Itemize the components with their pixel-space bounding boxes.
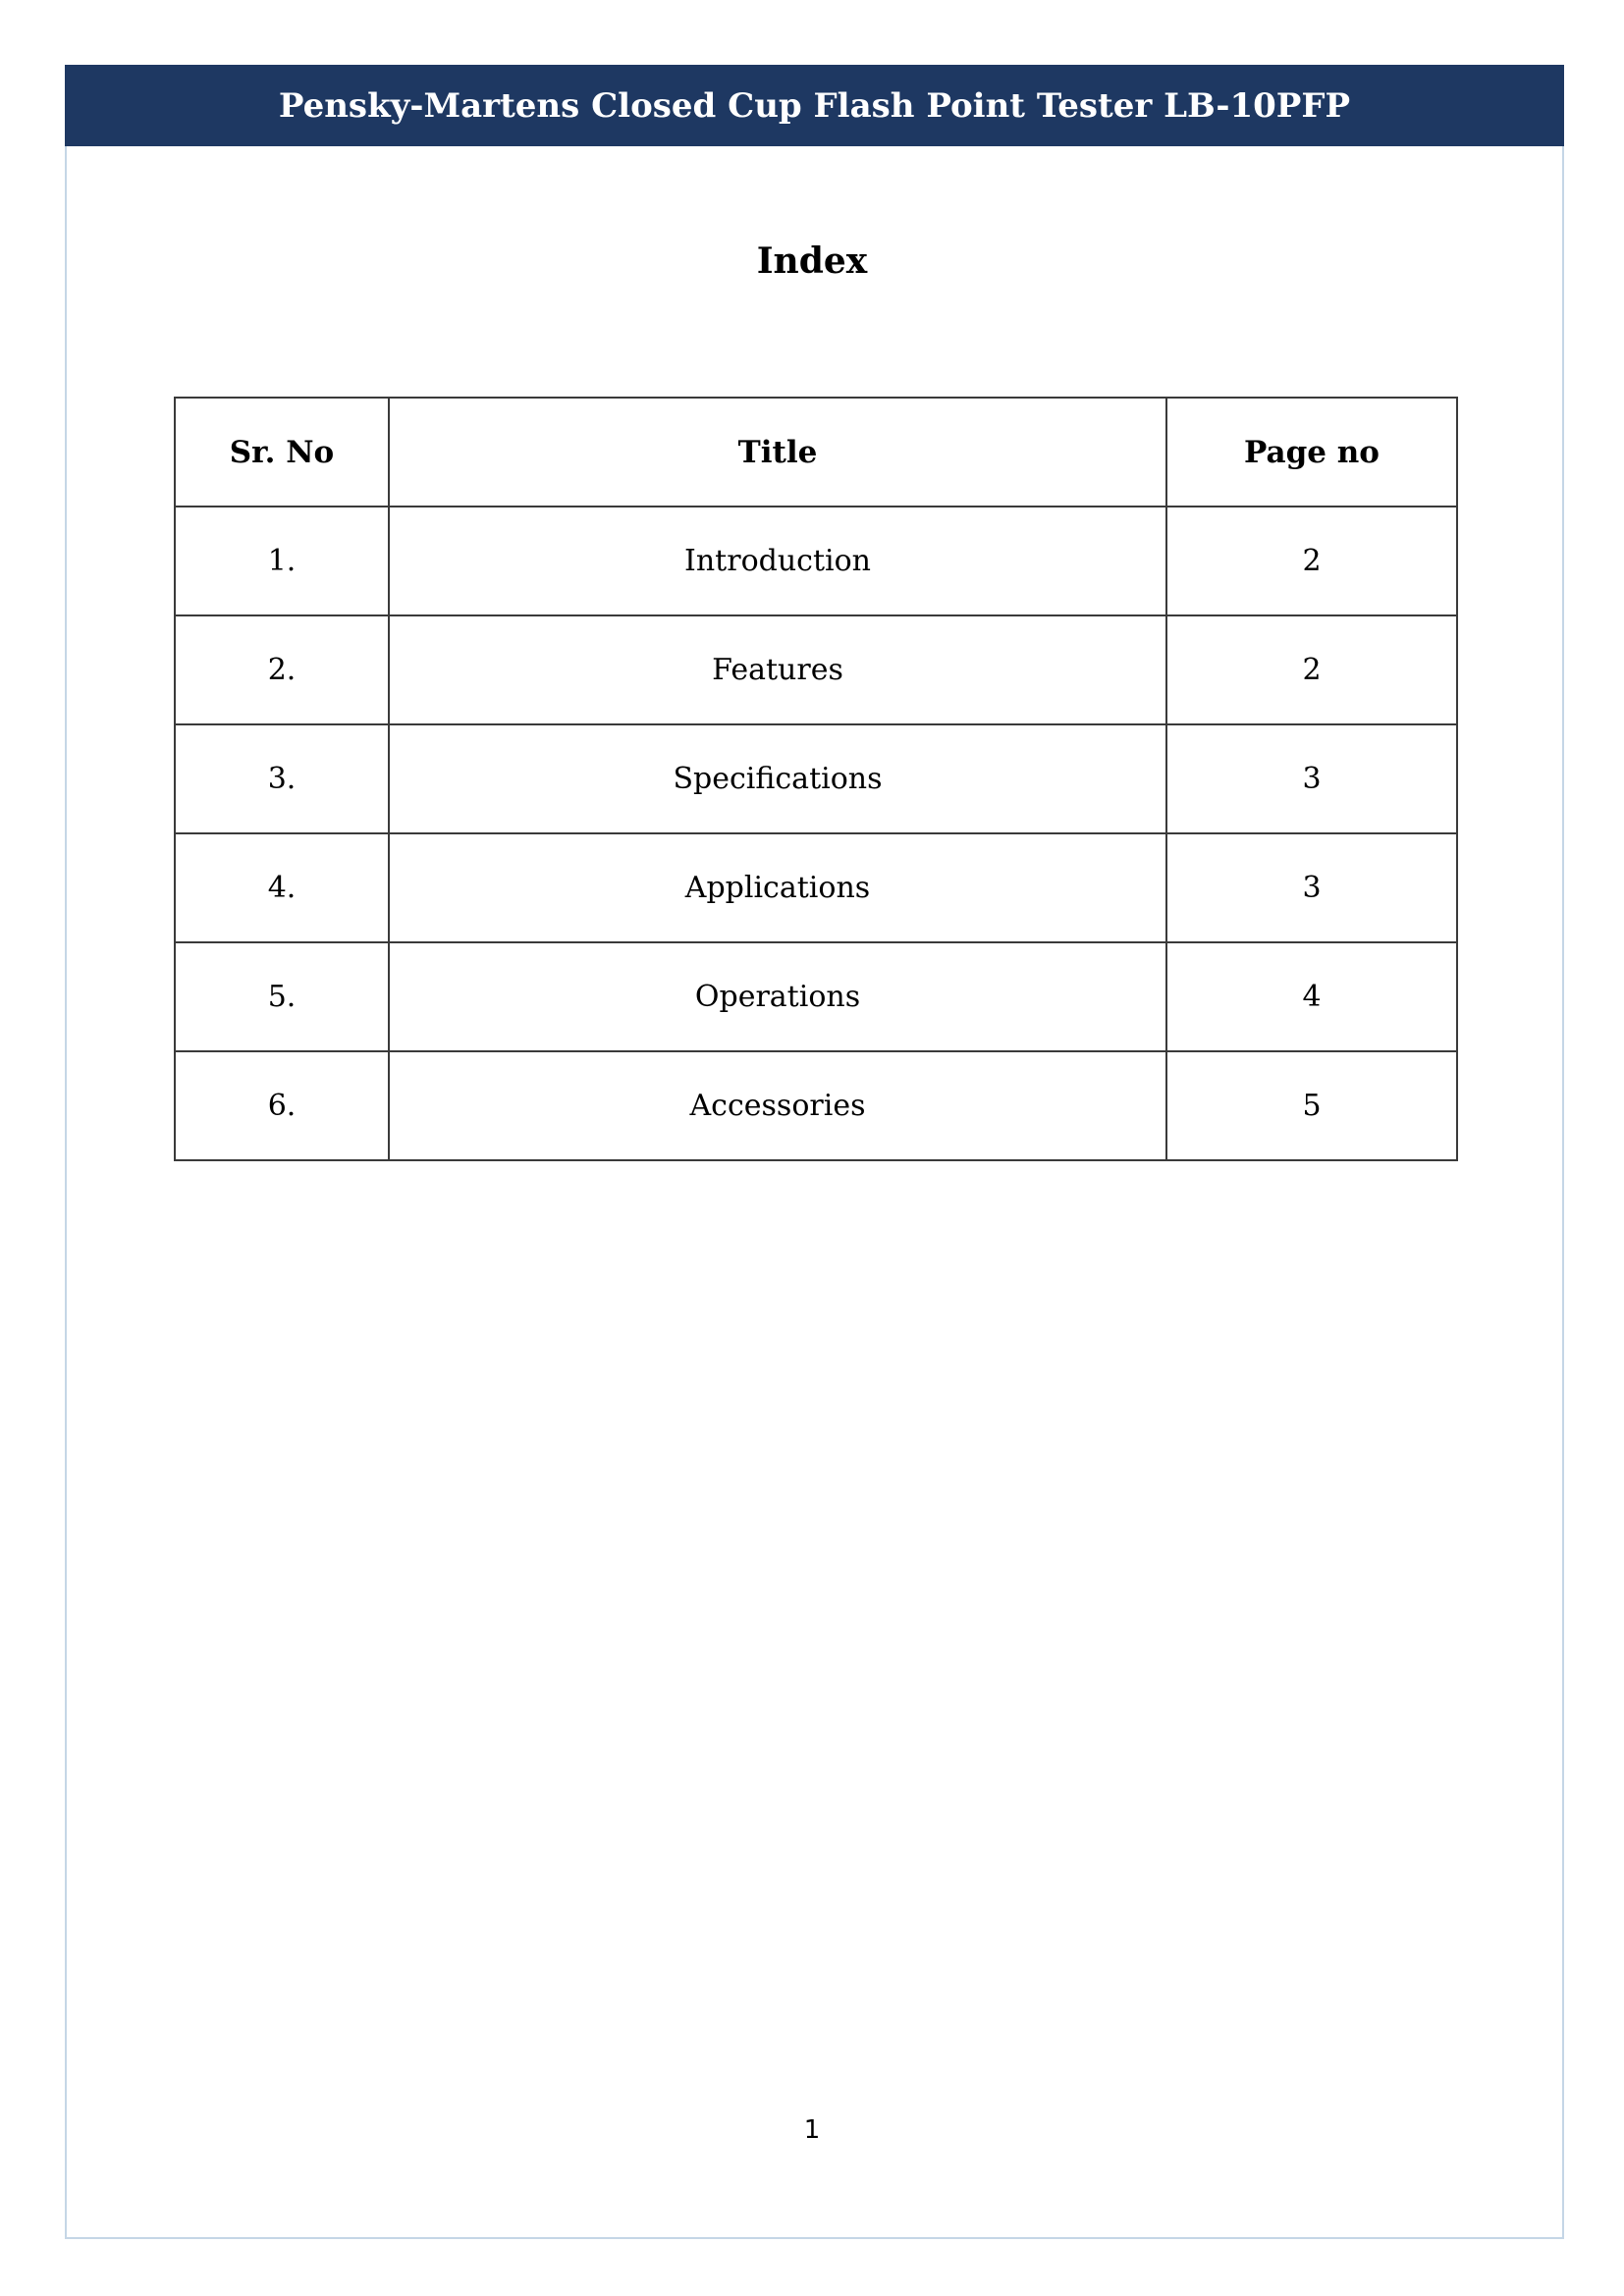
table-row (175, 724, 1457, 833)
page-no-cell: 2 (1166, 507, 1457, 615)
title-cell: Applications (389, 833, 1166, 942)
title-cell: Accessories (389, 1051, 1166, 1160)
sr-no-cell: 4. (175, 833, 389, 942)
document-title: Pensky-Martens Closed Cup Flash Point Tester LB-10PFP (278, 85, 1351, 126)
sr-no-cell: 6. (175, 1051, 389, 1160)
document-header (65, 65, 1564, 146)
sr-no-cell: 3. (175, 724, 389, 833)
table-row (175, 1051, 1457, 1160)
sr-no-cell: 2. (175, 615, 389, 724)
page-no-cell: 3 (1166, 833, 1457, 942)
index-table (174, 397, 1458, 1161)
table-row (175, 942, 1457, 1051)
index-heading: Index (756, 240, 868, 282)
title-cell: Introduction (389, 507, 1166, 615)
title-cell: Features (389, 615, 1166, 724)
column-header-title: Title (389, 398, 1166, 507)
table-row (175, 833, 1457, 942)
page-no-cell: 4 (1166, 942, 1457, 1051)
title-cell: Specifications (389, 724, 1166, 833)
page-number: 1 (803, 2115, 821, 2145)
title-cell: Operations (389, 942, 1166, 1051)
sr-no-cell: 5. (175, 942, 389, 1051)
column-header-sr-no: Sr. No (175, 398, 389, 507)
table-header-row (175, 398, 1457, 507)
page-no-cell: 5 (1166, 1051, 1457, 1160)
table-row (175, 507, 1457, 615)
sr-no-cell: 1. (175, 507, 389, 615)
table-row (175, 615, 1457, 724)
page-no-cell: 2 (1166, 615, 1457, 724)
page-no-cell: 3 (1166, 724, 1457, 833)
column-header-page-no: Page no (1166, 398, 1457, 507)
